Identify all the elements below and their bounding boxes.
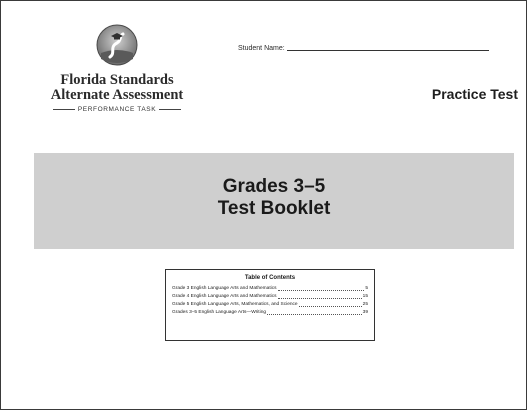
banner-grades: Grades 3–5 bbox=[222, 176, 326, 197]
toc-item-page: 15 bbox=[362, 294, 368, 299]
toc-item-page: 25 bbox=[362, 302, 368, 307]
toc-leader bbox=[299, 306, 362, 307]
tagline-rule-left bbox=[53, 109, 75, 110]
banner-booklet: Test Booklet bbox=[217, 198, 331, 219]
toc-leader bbox=[278, 290, 365, 291]
toc-item bbox=[172, 301, 368, 309]
toc-item bbox=[172, 285, 368, 293]
fsaa-logo bbox=[21, 23, 213, 113]
tagline-rule-right bbox=[159, 109, 181, 110]
toc-title: Table of Contents bbox=[244, 275, 296, 281]
logo-tagline bbox=[21, 106, 213, 113]
toc-item bbox=[172, 293, 368, 301]
florida-seal-icon bbox=[95, 23, 139, 67]
logo-line-1: Florida Standards bbox=[60, 72, 174, 88]
toc-leader bbox=[278, 298, 362, 299]
toc-item bbox=[172, 309, 368, 317]
student-name-field bbox=[238, 45, 489, 52]
tagline-text: PERFORMANCE TASK bbox=[77, 106, 157, 113]
toc-item-label: Grades 3–5 English Language Arts—Writing bbox=[172, 310, 267, 315]
table-of-contents bbox=[165, 269, 375, 341]
student-name-line bbox=[287, 50, 489, 51]
logo-line-2: Alternate Assessment bbox=[50, 87, 184, 103]
title-banner bbox=[34, 153, 514, 249]
toc-item-page: 5 bbox=[365, 286, 368, 291]
toc-item-label: Grade 5 English Language Arts, Mathematics, and Science bbox=[172, 302, 298, 307]
toc-item-label: Grade 4 English Language Arts and Mathematics bbox=[172, 294, 277, 299]
practice-test-label: Practice Test bbox=[431, 86, 518, 102]
toc-leader bbox=[267, 314, 362, 315]
student-name-label: Student Name: bbox=[238, 45, 285, 52]
toc-item-label: Grade 3 English Language Arts and Mathematics bbox=[172, 286, 277, 291]
toc-item-page: 39 bbox=[362, 310, 368, 315]
